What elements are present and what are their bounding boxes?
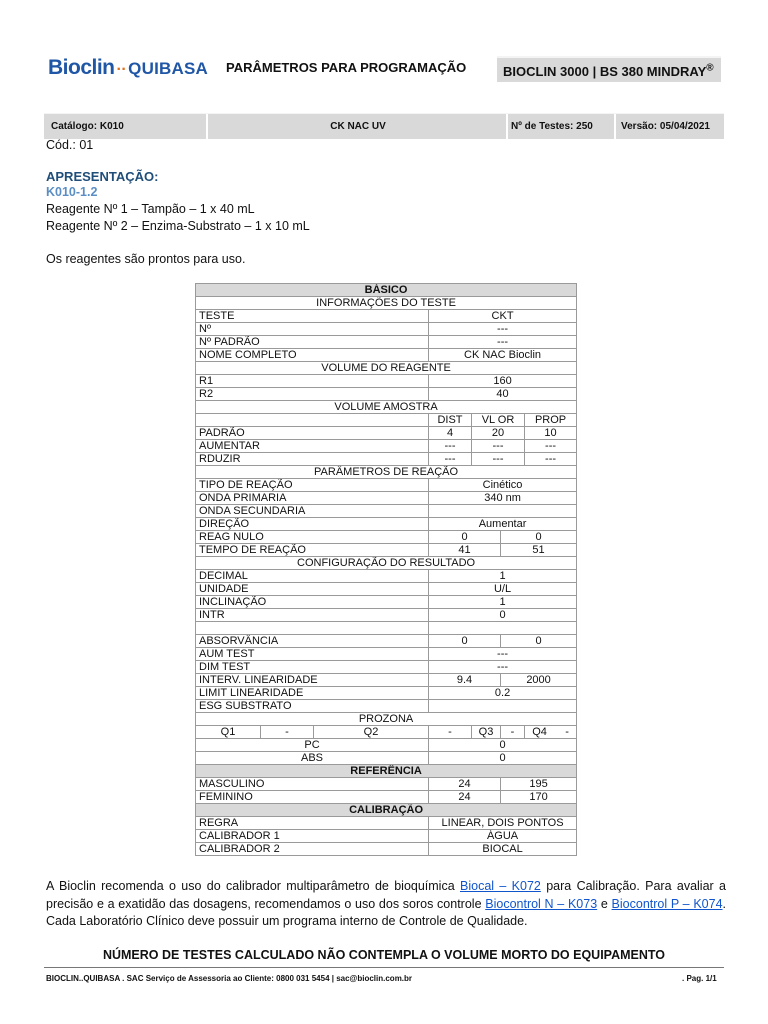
logo-bioclin: Bioclin	[48, 56, 115, 79]
document-title: PARÂMETROS PARA PROGRAMAÇÃO	[226, 60, 467, 75]
table-row	[196, 648, 577, 661]
table-row	[196, 817, 577, 830]
row-label: Nº	[196, 323, 429, 336]
row-value: 24	[429, 791, 501, 804]
table-row	[196, 349, 577, 362]
reagent-1-line: Reagente Nº 1 – Tampão – 1 x 40 mL	[46, 202, 255, 216]
q2-value: -	[429, 726, 472, 739]
dead-volume-note: NÚMERO DE TESTES CALCULADO NÃO CONTEMPLA O VOLUME MORTO DO EQUIPAMENTO	[102, 948, 666, 962]
row-value: Cinético	[429, 479, 577, 492]
row-value: ---	[429, 453, 472, 466]
sample-volume-section: VOLUME AMOSTRA	[196, 401, 577, 414]
row-label: TESTE	[196, 310, 429, 323]
table-row	[196, 336, 577, 349]
table-row	[196, 453, 577, 466]
paragraph-text: para Calibração. Para avaliar a precisão e a exatidão das dosagens, recomendamos o uso dos soros controle	[46, 879, 726, 911]
empty-row	[196, 622, 577, 635]
table-row	[196, 570, 577, 583]
row-label: AUMENTAR	[196, 440, 429, 453]
row-label: INTERV. LINEARIDADE	[196, 674, 429, 687]
row-value: LINEAR, DOIS PONTOS	[429, 817, 577, 830]
parameters-table	[195, 283, 577, 856]
table-row	[196, 739, 577, 752]
catalog-number: Catálogo: K010	[51, 121, 124, 132]
q4-label: Q4	[532, 726, 547, 738]
q3-value: -	[501, 726, 525, 739]
table-row	[196, 830, 577, 843]
row-label: CALIBRADOR 1	[196, 830, 429, 843]
table-row	[196, 778, 577, 791]
row-value: ---	[429, 323, 577, 336]
row-value: ---	[429, 661, 577, 674]
row-label: INCLINAÇÃO	[196, 596, 429, 609]
row-label: ABS	[196, 752, 429, 765]
table-row	[196, 505, 577, 518]
row-value: 40	[429, 388, 577, 401]
page-number: . Pag. 1/1	[682, 974, 717, 983]
row-value: 41	[429, 544, 501, 557]
row-label: FEMININO	[196, 791, 429, 804]
calibration-header: CALIBRAÇÃO	[196, 804, 577, 817]
version-date: Versão: 05/04/2021	[621, 121, 710, 132]
row-value: ---	[429, 648, 577, 661]
result-config-section: CONFIGURAÇÃO DO RESULTADO	[196, 557, 577, 570]
reagent-volume-section: VOLUME DO REAGENTE	[196, 362, 577, 375]
table-row	[196, 609, 577, 622]
row-value: 0	[429, 635, 501, 648]
row-label	[196, 414, 429, 427]
row-label: CALIBRADOR 2	[196, 843, 429, 856]
col-dist: DIST	[429, 414, 472, 427]
equipment-model-box	[497, 56, 721, 82]
table-row	[196, 661, 577, 674]
logo-dots: ··	[116, 61, 127, 78]
q2-label: Q2	[314, 726, 429, 739]
table-row	[196, 544, 577, 557]
col-vl-or: VL OR	[472, 414, 525, 427]
logo-quibasa: QUIBASA	[128, 59, 208, 78]
row-value: CK NAC Bioclin	[429, 349, 577, 362]
row-value: ---	[525, 453, 577, 466]
table-row	[196, 752, 577, 765]
paragraph-text: e	[597, 896, 612, 911]
row-value: 10	[525, 427, 577, 440]
row-value: 51	[501, 544, 577, 557]
biocontrol-p-link[interactable]: Biocontrol P – K074	[611, 896, 723, 911]
presentation-code: K010-1.2	[46, 185, 98, 199]
row-value: 0	[429, 739, 577, 752]
table-row	[196, 843, 577, 856]
row-value: BIOCAL	[429, 843, 577, 856]
row-value: ---	[472, 453, 525, 466]
basic-header: BÁSICO	[196, 284, 577, 297]
row-label: DIM TEST	[196, 661, 429, 674]
row-label: R1	[196, 375, 429, 388]
paragraph-text: . Cada Laboratório Clínico deve possuir um programa interno de Controle de Qualidade.	[46, 896, 727, 928]
q1-value: -	[261, 726, 314, 739]
equipment-model: BIOCLIN 3000 | BS 380 MINDRAY	[503, 64, 707, 79]
test-info-section: INFORMAÇÕES DO TESTE	[196, 297, 577, 310]
table-row	[196, 518, 577, 531]
row-value: 0	[501, 531, 577, 544]
info-divider	[506, 114, 508, 139]
prozone-row	[196, 726, 577, 739]
row-value: 0.2	[429, 687, 577, 700]
row-label: NOME COMPLETO	[196, 349, 429, 362]
number-of-tests: Nº de Testes: 250	[511, 121, 593, 132]
table-row	[196, 414, 577, 427]
table-row	[196, 531, 577, 544]
row-label: ABSORVÂNCIA	[196, 635, 429, 648]
row-value: 1	[429, 570, 577, 583]
table-row	[196, 388, 577, 401]
prozone-section: PROZONA	[196, 713, 577, 726]
row-label: AUM TEST	[196, 648, 429, 661]
row-label: UNIDADE	[196, 583, 429, 596]
row-value: 1	[429, 596, 577, 609]
info-divider	[614, 114, 616, 139]
empty-cell	[196, 622, 429, 635]
row-label: R2	[196, 388, 429, 401]
cod-number: Cód.: 01	[46, 138, 94, 152]
table-row	[196, 323, 577, 336]
row-value: ÁGUA	[429, 830, 577, 843]
row-value: 160	[429, 375, 577, 388]
footer-contact: BIOCLIN..QUIBASA . SAC Serviço de Assessoria ao Cliente: 0800 031 5454 | sac@bioclin.com.br	[46, 974, 413, 983]
biocontrol-n-link[interactable]: Biocontrol N – K073	[485, 896, 598, 911]
bioclin-quibasa-logo	[48, 56, 208, 80]
product-info-bar	[44, 113, 724, 139]
row-value: 24	[429, 778, 501, 791]
presentation-title: APRESENTAÇÃO:	[46, 169, 159, 184]
table-row	[196, 479, 577, 492]
table-row	[196, 687, 577, 700]
row-value: 170	[501, 791, 577, 804]
row-label: REGRA	[196, 817, 429, 830]
biocal-link[interactable]: Biocal – K072	[460, 879, 541, 893]
table-row	[196, 492, 577, 505]
table-row	[196, 700, 577, 713]
row-label: LIMIT LINEARIDADE	[196, 687, 429, 700]
row-value: U/L	[429, 583, 577, 596]
empty-cell	[429, 622, 577, 635]
row-value: 2000	[501, 674, 577, 687]
table-row	[196, 674, 577, 687]
row-value: 0	[501, 635, 577, 648]
row-label: ESG SUBSTRATO	[196, 700, 429, 713]
q3-label: Q3	[472, 726, 501, 739]
calibration-recommendation-paragraph	[46, 878, 726, 931]
registered-mark: ®	[706, 62, 714, 74]
reagent-2-line: Reagente Nº 2 – Enzima-Substrato – 1 x 10 mL	[46, 219, 310, 233]
row-label: TIPO DE REAÇÃO	[196, 479, 429, 492]
row-value	[429, 505, 577, 518]
row-value: ---	[472, 440, 525, 453]
table-row	[196, 596, 577, 609]
table-row	[196, 791, 577, 804]
q1-label: Q1	[196, 726, 261, 739]
row-value: ---	[429, 440, 472, 453]
row-label: TEMPO DE REAÇÃO	[196, 544, 429, 557]
table-row	[196, 440, 577, 453]
row-value: ---	[525, 440, 577, 453]
table-row	[196, 427, 577, 440]
row-value: CKT	[429, 310, 577, 323]
row-value	[429, 700, 577, 713]
product-name: CK NAC UV	[330, 121, 386, 132]
row-label: DIREÇÃO	[196, 518, 429, 531]
footer-divider	[44, 967, 724, 968]
row-value: 0	[429, 752, 577, 765]
row-value: 9.4	[429, 674, 501, 687]
table-row	[196, 583, 577, 596]
paragraph-text: A Bioclin recomenda o uso do calibrador multiparâmetro de bioquímica	[46, 879, 460, 893]
table-row	[196, 635, 577, 648]
row-label: REAG NULO	[196, 531, 429, 544]
col-prop: PROP	[525, 414, 577, 427]
q4-value: -	[565, 726, 569, 738]
reference-header: REFERÊNCIA	[196, 765, 577, 778]
row-value: 0	[429, 609, 577, 622]
table-row	[196, 375, 577, 388]
row-value: Aumentar	[429, 518, 577, 531]
row-label: INTR	[196, 609, 429, 622]
row-value: 20	[472, 427, 525, 440]
ready-to-use-note: Os reagentes são prontos para uso.	[46, 252, 246, 266]
row-value: ---	[429, 336, 577, 349]
row-label: Nº PADRÃO	[196, 336, 429, 349]
row-label: PADRÃO	[196, 427, 429, 440]
row-label: PC	[196, 739, 429, 752]
row-label: DECIMAL	[196, 570, 429, 583]
row-value: 0	[429, 531, 501, 544]
row-label: MASCULINO	[196, 778, 429, 791]
row-label: RDUZIR	[196, 453, 429, 466]
row-label: ONDA PRIMARIA	[196, 492, 429, 505]
row-label: ONDA SECUNDARIA	[196, 505, 429, 518]
row-value: 340 nm	[429, 492, 577, 505]
row-value: 195	[501, 778, 577, 791]
q4-cell	[525, 726, 577, 739]
row-value: 4	[429, 427, 472, 440]
reaction-params-section: PARÂMETROS DE REAÇÃO	[196, 466, 577, 479]
table-row	[196, 310, 577, 323]
